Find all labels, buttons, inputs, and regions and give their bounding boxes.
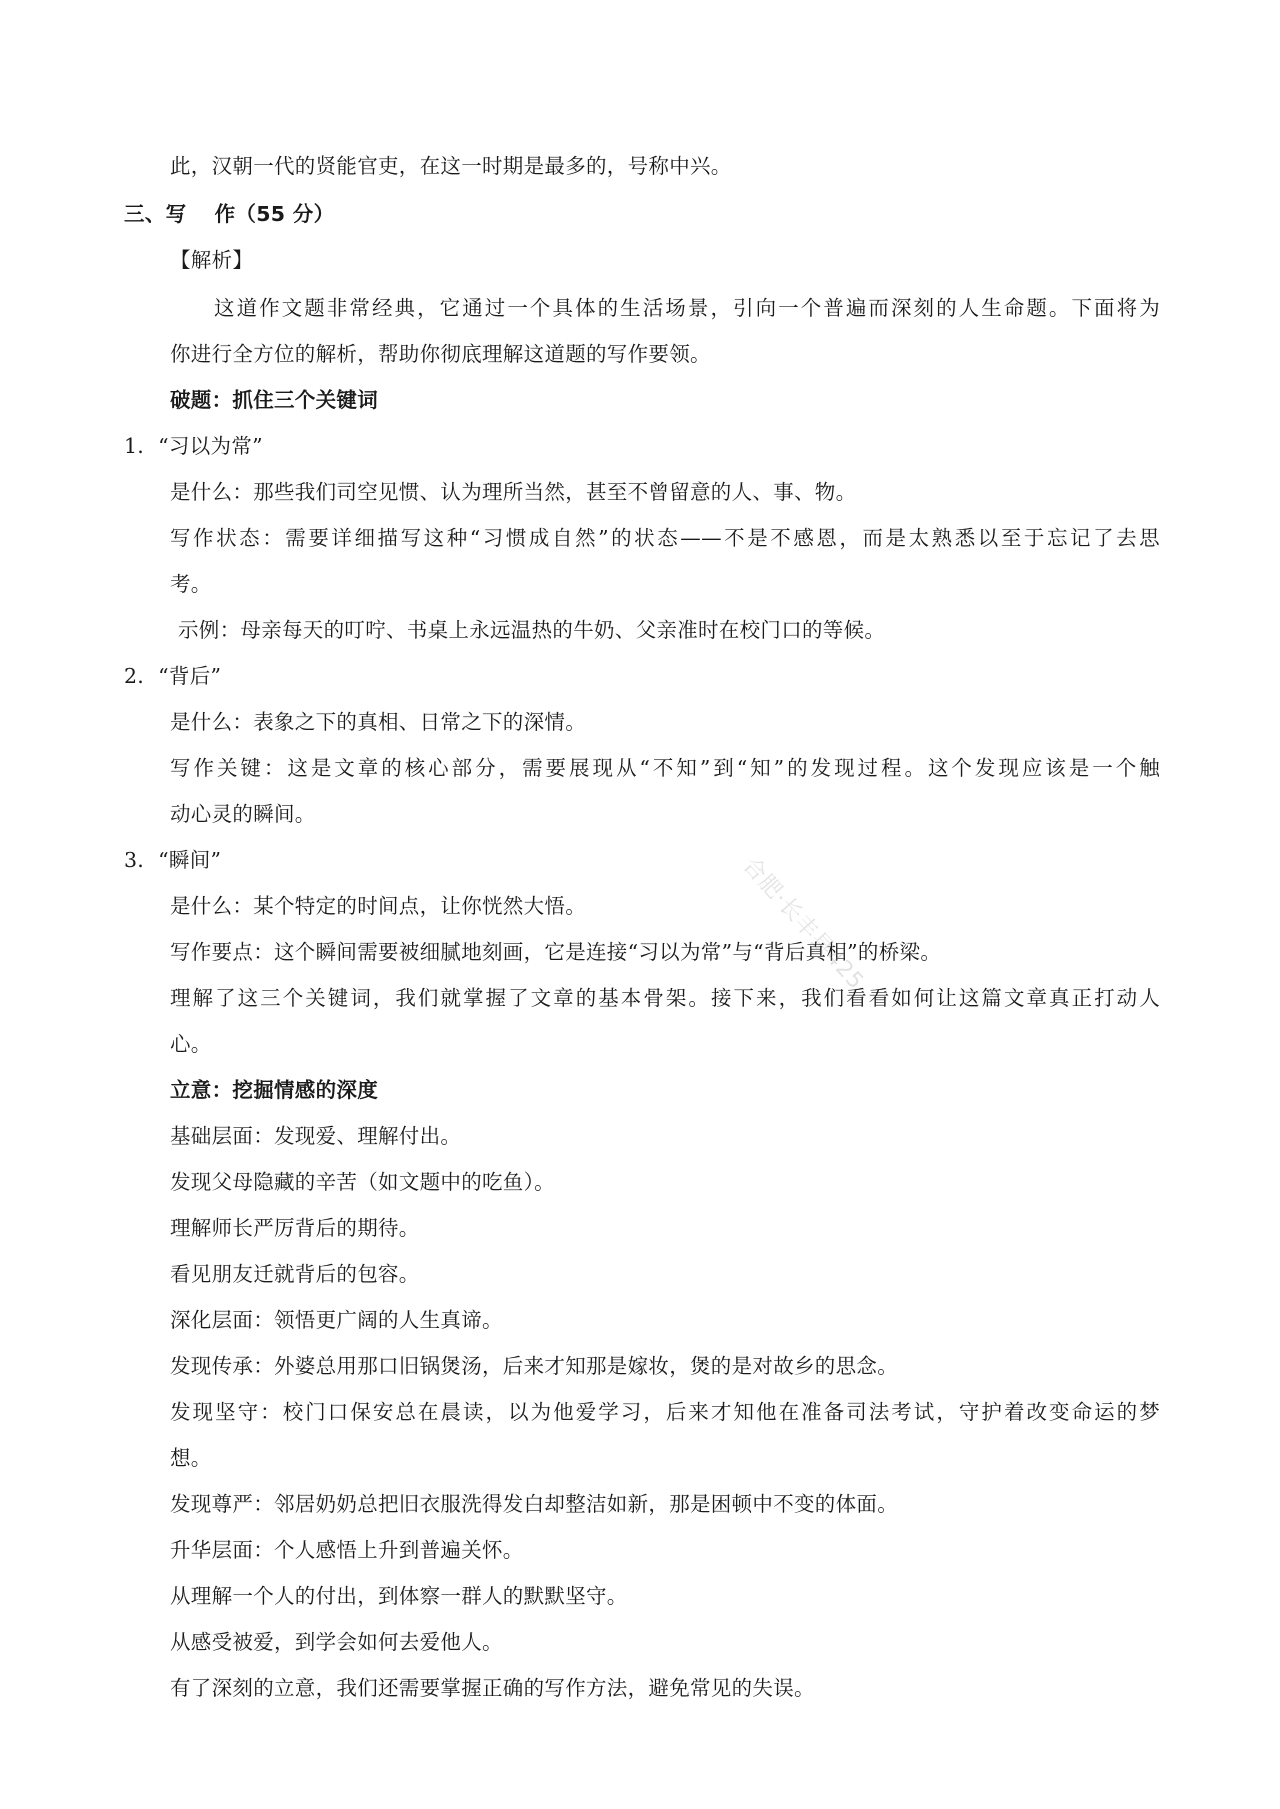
watermark: 合肥·长丰县425	[737, 853, 869, 995]
text-line: 理解了这三个关键词，我们就掌握了文章的基本骨架。接下来，我们看看如何让这篇文章真正打动人	[170, 986, 1160, 1010]
text-line: 写作状态：需要详细描写这种“习惯成自然”的状态——不是不感恩，而是太熟悉以至于忘记了去思	[170, 526, 1160, 550]
text-line: 考。	[170, 572, 212, 596]
text-line: 写作要点：这个瞬间需要被细腻地刻画，它是连接“习以为常”与“背后真相”的桥梁。	[170, 940, 942, 964]
text-line: 写作关键：这是文章的核心部分，需要展现从“不知”到“知”的发现过程。这个发现应该是一个触	[170, 756, 1160, 780]
text-line: 这道作文题非常经典，它通过一个具体的生活场景，引向一个普遍而深刻的人生命题。下面将为	[214, 296, 1160, 320]
text-line: 示例：母亲每天的叮咛、书桌上永远温热的牛奶、父亲准时在校门口的等候。	[178, 618, 886, 642]
subheading-poti: 破题：抓住三个关键词	[170, 388, 378, 412]
text-line: 是什么：表象之下的真相、日常之下的深情。	[170, 710, 586, 734]
text-line: 看见朋友迁就背后的包容。	[170, 1262, 420, 1286]
text-line: 发现父母隐藏的辛苦（如文题中的吃鱼）。	[170, 1170, 555, 1194]
keyword-item-2: 2．“背后”	[124, 664, 222, 688]
keyword-item-3: 3．“瞬间”	[124, 848, 222, 872]
text-line: 升华层面：个人感悟上升到普遍关怀。	[170, 1538, 524, 1562]
text-line: 动心灵的瞬间。	[170, 802, 316, 826]
text-line: 从理解一个人的付出，到体察一群人的默默坚守。	[170, 1584, 628, 1608]
text-line: 发现坚守：校门口保安总在晨读，以为他爱学习，后来才知他在准备司法考试，守护着改变命运的梦	[170, 1400, 1160, 1424]
text-line: 是什么：那些我们司空见惯、认为理所当然，甚至不曾留意的人、事、物。	[170, 480, 857, 504]
keyword-item-1: 1．“习以为常”	[124, 434, 263, 458]
section-heading: 三、写 作（55 分）	[124, 202, 335, 226]
subheading-liyi: 立意：挖掘情感的深度	[170, 1078, 378, 1102]
text-line: 是什么：某个特定的时间点，让你恍然大悟。	[170, 894, 586, 918]
text-line: 你进行全方位的解析，帮助你彻底理解这道题的写作要领。	[170, 342, 711, 366]
text-line: 发现传承：外婆总用那口旧锅煲汤，后来才知那是嫁妆，煲的是对故乡的思念。	[170, 1354, 898, 1378]
text-line: 心。	[170, 1032, 212, 1056]
text-line: 理解师长严厉背后的期待。	[170, 1216, 420, 1240]
text-line: 基础层面：发现爱、理解付出。	[170, 1124, 462, 1148]
analysis-label: 【解析】	[170, 248, 254, 272]
text-line: 有了深刻的立意，我们还需要掌握正确的写作方法，避免常见的失误。	[170, 1676, 815, 1700]
text-line: 此，汉朝一代的贤能官吏，在这一时期是最多的，号称中兴。	[170, 154, 732, 178]
text-line: 从感受被爱，到学会如何去爱他人。	[170, 1630, 503, 1654]
text-line: 发现尊严：邻居奶奶总把旧衣服洗得发白却整洁如新，那是困顿中不变的体面。	[170, 1492, 898, 1516]
text-line: 想。	[170, 1446, 212, 1470]
text-line: 深化层面：领悟更广阔的人生真谛。	[170, 1308, 503, 1332]
